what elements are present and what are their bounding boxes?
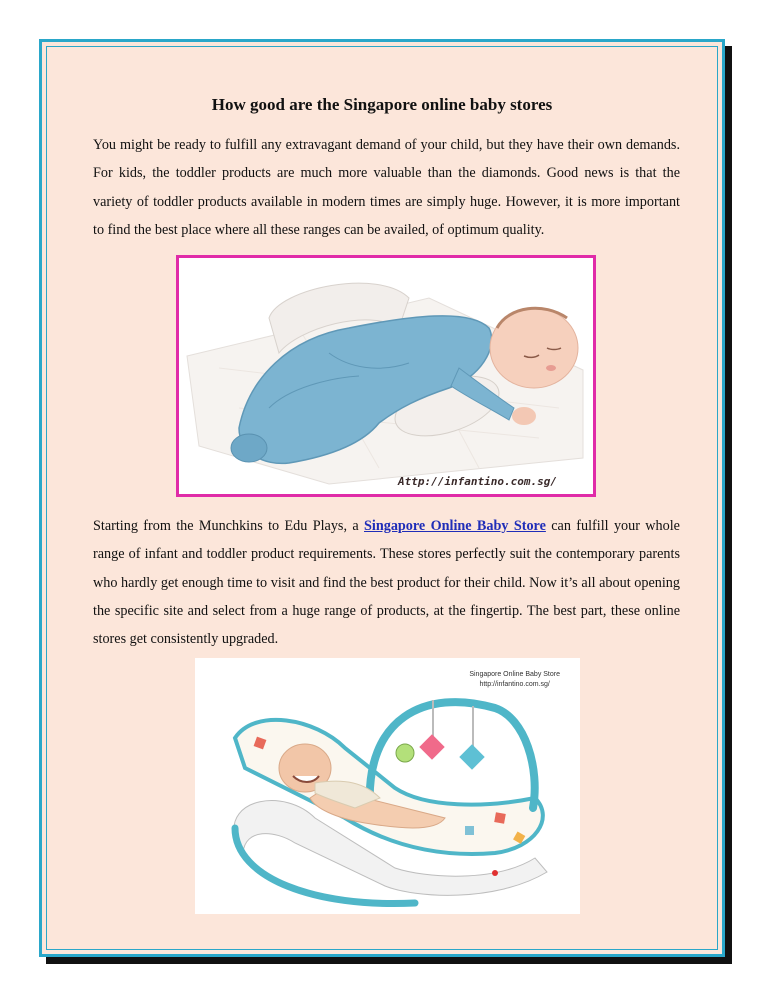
paragraph-stores-body: can fulfill your whole range of infant and toddler product requirements. These stores perfectly suit the contemporary parents who hardly get enough time to visit and find the best product for their child. Now it’s all about opening the specific site and select from a huge range of products, at the fingertip. The best part, these online stores get consistently upgraded. xyxy=(93,518,680,648)
image-store-heading xyxy=(469,670,560,690)
paragraph-stores xyxy=(93,512,680,653)
sleeping-baby-illustration xyxy=(179,258,593,494)
document-page xyxy=(39,39,725,957)
image-watermark-url: Attp://infantino.com.sg/ xyxy=(398,475,557,488)
baby-rocker-image xyxy=(195,658,580,914)
sleeping-baby-image xyxy=(176,255,596,497)
paragraph-intro: You might be ready to fulfill any extravagant demand of your child, but they have their own demands. For kids, the toddler products are much more valuable than the diamonds. Good news is that the variety of toddler products available in modern times are simply huge. However, it is more important to find the best place where all these ranges can be availed, of optimum quality. xyxy=(93,137,680,238)
baby-rocker-illustration xyxy=(195,658,580,914)
paragraph-stores-lead: Starting from the Munchkins to Edu Plays, a xyxy=(93,518,364,534)
image-store-url: http://infantino.com.sg/ xyxy=(479,681,550,688)
singapore-online-baby-store-link[interactable]: Singapore Online Baby Store xyxy=(364,518,546,534)
image-store-name: Singapore Online Baby Store xyxy=(469,671,560,678)
page-title: How good are the Singapore online baby stores xyxy=(211,95,553,114)
